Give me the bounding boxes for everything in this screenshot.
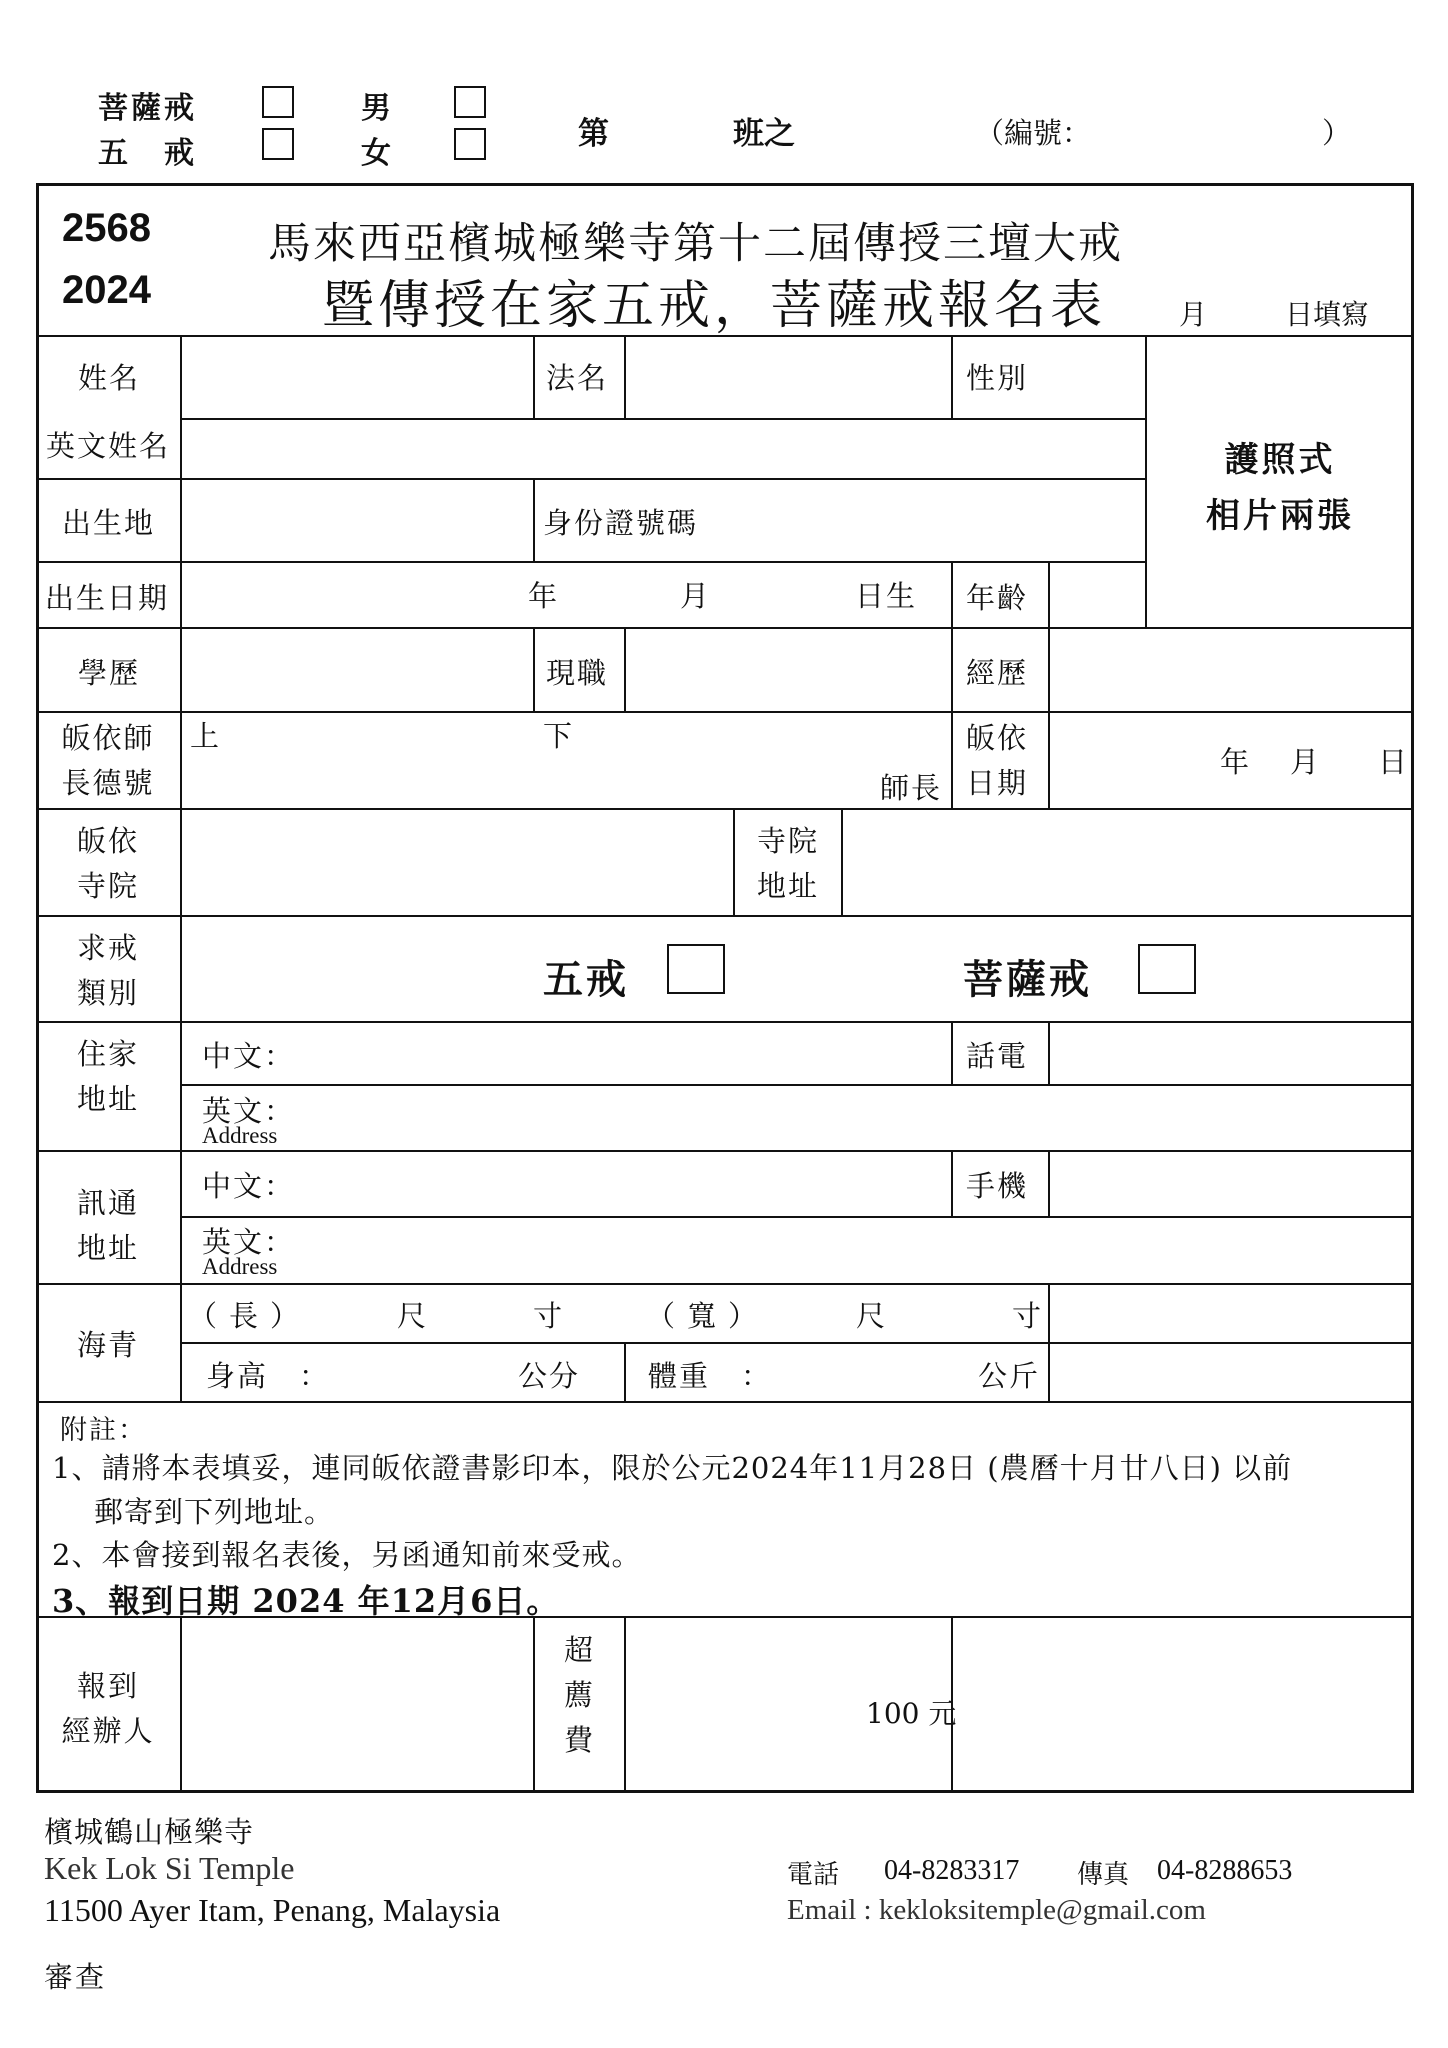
refuge-master-label-1: 皈依師	[61, 721, 155, 755]
refuge-month-unit: 月	[1290, 745, 1322, 779]
phone-label: 話電	[966, 1039, 1029, 1073]
category-label-1: 求戒	[76, 931, 139, 965]
serial-close: ）	[1322, 116, 1352, 150]
home-chinese-label: 中文：	[202, 1039, 296, 1073]
fee-char-2: 薦	[563, 1678, 595, 1712]
robe-size-field[interactable]	[1050, 1285, 1412, 1340]
tel-number: 04-8283317	[884, 1855, 1020, 1886]
refuge-temple-field[interactable]	[182, 810, 731, 913]
note-2: 2、本會接到報名表後，另函通知前來受戒。	[52, 1538, 642, 1572]
mobile-label: 手機	[966, 1169, 1029, 1203]
english-name-field[interactable]	[182, 420, 1143, 476]
temple-name-cn: 檳城鶴山極樂寺	[44, 1815, 255, 1849]
fill-month: 月	[1179, 298, 1208, 331]
home-address-label-2: 地址	[76, 1082, 139, 1116]
note-1b: 郵寄到下列地址。	[94, 1495, 335, 1529]
birth-year-unit: 年	[528, 579, 560, 613]
refuge-master-field[interactable]	[182, 713, 949, 806]
birthplace-label: 出生地	[62, 506, 156, 540]
height-label: 身高 ：	[206, 1359, 331, 1393]
lower-label: 下	[543, 719, 575, 753]
birthplace-field[interactable]	[182, 480, 531, 560]
female-label: 女	[361, 136, 391, 171]
mail-chinese-label: 中文：	[202, 1169, 296, 1203]
fax-number: 04-8288653	[1157, 1855, 1293, 1886]
weight-unit: 公斤	[978, 1359, 1041, 1393]
mailing-address-label-2: 地址	[76, 1231, 139, 1265]
current-job-field[interactable]	[626, 629, 949, 709]
fee-char-1: 超	[563, 1633, 595, 1667]
buddhist-year: 2568	[62, 206, 151, 250]
refuge-day-unit: 日	[1378, 745, 1410, 779]
age-field[interactable]	[1050, 563, 1143, 625]
photo-label-line1: 護照式	[1224, 440, 1336, 480]
western-year: 2024	[62, 268, 151, 312]
robe-width-label: （寬）	[646, 1299, 770, 1333]
weight-label: 體重 ：	[648, 1359, 773, 1393]
experience-field[interactable]	[1050, 629, 1412, 709]
robe-length-chi: 尺	[397, 1299, 429, 1333]
upper-label: 上	[190, 719, 222, 753]
temple-address: 11500 Ayer Itam, Penang, Malaysia	[44, 1892, 501, 1928]
dharma-name-label: 法名	[546, 361, 609, 395]
robe-width-chi: 尺	[856, 1299, 888, 1333]
dharma-name-field[interactable]	[626, 337, 949, 417]
five-precept-option-checkbox[interactable]	[667, 944, 725, 994]
education-label: 學歷	[78, 656, 141, 690]
english-name-label: 英文姓名	[46, 429, 171, 463]
tel-label: 電話	[787, 1860, 840, 1890]
category-label-2: 類別	[76, 976, 139, 1010]
mail-address-en-label: Address	[202, 1254, 278, 1279]
mail-chinese-field[interactable]	[310, 1152, 949, 1214]
temple-address-field[interactable]	[843, 810, 1412, 913]
home-english-label: 英文：	[202, 1094, 296, 1128]
five-precept-checkbox[interactable]	[262, 128, 294, 160]
class-suffix: 班之	[733, 116, 795, 152]
five-precept-label: 五 戒	[98, 136, 197, 171]
review-label: 審查	[44, 1960, 107, 1994]
phone-field[interactable]	[1050, 1023, 1412, 1082]
birth-date-label: 出生日期	[45, 581, 170, 615]
body-measure-field[interactable]	[1050, 1344, 1412, 1399]
class-prefix: 第	[578, 116, 609, 152]
form-title-line1: 馬來西亞檳城極樂寺第十二屆傳授三壇大戒	[268, 219, 1123, 269]
refuge-date-label-2: 日期	[966, 766, 1029, 800]
temple-name-en: Kek Lok Si Temple	[44, 1850, 295, 1886]
id-number-field[interactable]	[720, 480, 1143, 560]
form-title-line2: 暨傳授在家五戒，菩薩戒報名表	[322, 276, 1107, 336]
serial-label: （編號：	[975, 116, 1092, 150]
email-link[interactable]: Email : kekloksitemple@gmail.com	[787, 1894, 1206, 1926]
mobile-field[interactable]	[1050, 1152, 1412, 1214]
gender-label: 性別	[966, 361, 1029, 395]
robe-label: 海青	[76, 1328, 139, 1362]
home-chinese-field[interactable]	[310, 1023, 949, 1082]
birth-month-unit: 月	[680, 579, 712, 613]
note-3: 3、報到日期 2024 年12月6日。	[52, 1582, 560, 1620]
name-field[interactable]	[182, 337, 531, 417]
robe-length-cun: 寸	[533, 1299, 565, 1333]
id-number-label: 身份證號碼	[543, 506, 699, 540]
bodhisattva-option-checkbox[interactable]	[1138, 944, 1196, 994]
refuge-master-label-2: 長德號	[61, 766, 155, 800]
home-address-label-1: 住家	[76, 1037, 139, 1071]
male-label: 男	[361, 91, 391, 126]
five-precept-option-label: 五戒	[543, 956, 629, 1003]
fill-day: 日填寫	[1285, 298, 1370, 331]
fee-remark-field[interactable]	[953, 1618, 1412, 1791]
education-field[interactable]	[182, 629, 531, 709]
birth-day-unit: 日生	[855, 579, 918, 613]
gender-field[interactable]	[1057, 337, 1143, 417]
refuge-year-unit: 年	[1220, 745, 1252, 779]
home-english-field[interactable]	[310, 1086, 1412, 1148]
home-address-en-label: Address	[202, 1123, 278, 1148]
master-suffix: 師長	[880, 771, 943, 805]
mail-english-label: 英文：	[202, 1225, 296, 1259]
refuge-temple-label-2: 寺院	[76, 869, 139, 903]
experience-label: 經歷	[966, 656, 1029, 690]
age-label: 年齡	[966, 581, 1029, 615]
mailing-address-label-1: 訊通	[76, 1186, 139, 1220]
mail-english-field[interactable]	[310, 1218, 1412, 1281]
handler-label-1: 報到	[76, 1669, 139, 1703]
height-unit: 公分	[518, 1359, 581, 1393]
fee-amount: 100 元	[866, 1697, 957, 1730]
bodhisattva-checkbox[interactable]	[262, 86, 294, 118]
fee-char-3: 費	[563, 1723, 595, 1757]
robe-length-label: （長）	[188, 1299, 312, 1333]
refuge-temple-label-1: 皈依	[76, 824, 139, 858]
handler-field[interactable]	[182, 1618, 531, 1791]
robe-width-cun: 寸	[1012, 1299, 1044, 1333]
temple-address-label-2: 地址	[756, 869, 819, 903]
bodhisattva-precept-label: 菩薩戒	[98, 91, 197, 126]
notes-title: 附註：	[60, 1415, 147, 1446]
note-1a: 1、請將本表填妥，連同皈依證書影印本，限於公元2024年11月28日 (農曆十月廿八日) 以前	[52, 1451, 1293, 1485]
photo-label-line2: 相片兩張	[1206, 496, 1354, 536]
fax-label: 傳真	[1077, 1860, 1130, 1890]
male-checkbox[interactable]	[454, 86, 486, 118]
current-job-label: 現職	[546, 656, 609, 690]
handler-label-2: 經辦人	[61, 1714, 155, 1748]
name-label: 姓名	[78, 361, 141, 395]
refuge-date-label-1: 皈依	[966, 721, 1029, 755]
bodhisattva-option-label: 菩薩戒	[963, 956, 1092, 1003]
temple-address-label-1: 寺院	[756, 824, 819, 858]
female-checkbox[interactable]	[454, 128, 486, 160]
